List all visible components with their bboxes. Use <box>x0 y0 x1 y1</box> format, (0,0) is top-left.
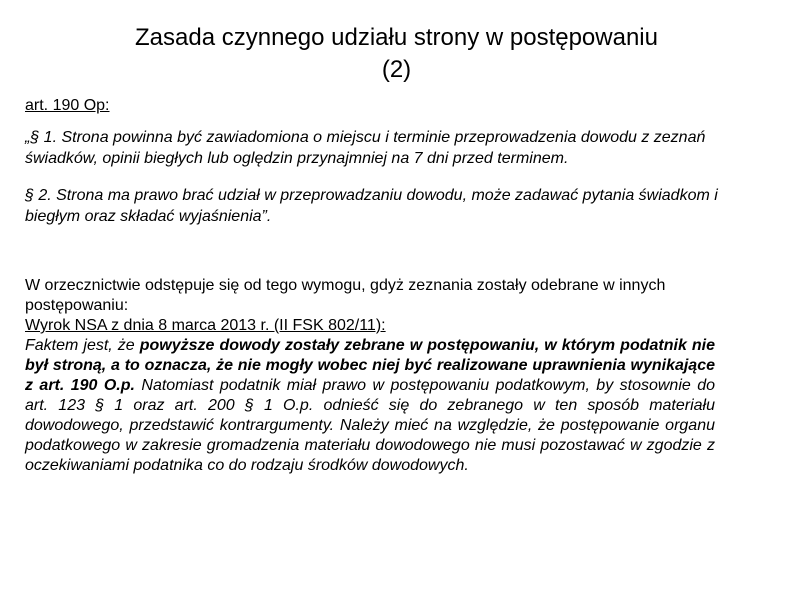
title-line-2: (2) <box>381 56 412 83</box>
article-paragraph-1: „§ 1. Strona powinna być zawiadomiona o miejscu i terminie przeprowadzenia dowodu z zeznań świadków, opinii biegłych lub oględzin przynajmniej na 7 dni przed terminem. <box>25 129 706 167</box>
title-line-1: Zasada czynnego udziału strony w postępowaniu <box>135 24 658 51</box>
slide-title <box>40 22 753 86</box>
case-law-intro: W orzecznictwie odstępuje się od tego wymogu, gdyż zeznania zostały odebrane w innych postępowaniu: <box>25 277 666 314</box>
case-law-block <box>25 276 715 476</box>
ruling-text <box>25 336 715 476</box>
article-paragraph-2: § 2. Strona ma prawo brać udział w przeprowadzaniu dowodu, może zadawać pytania świadkom i biegłym oraz składać wyjaśnienia”. <box>25 187 718 225</box>
ruling-text-part-2: Natomiast podatnik miał prawo w postępowaniu podatkowym, by stosownie do art. 123 § 1 oraz art. 200 § 1 O.p. odnieść się do zebranego w ten sposób materiału dowodowego, przedstawić kontrargumenty. Należy mieć na względzie, że postępowanie organu podatkowego w zakresie gromadzenia materiału dowodowego nie musi pozostawać w zgodzie z oczekiwaniami podatnika co do rodzaju środków dowodowych. <box>25 377 715 474</box>
ruling-text-part-1: Faktem jest, że <box>25 337 140 354</box>
ruling-reference: Wyrok NSA z dnia 8 marca 2013 r. (II FSK 802/11): <box>25 317 386 334</box>
article-reference: art. 190 Op: <box>25 97 110 114</box>
ruling-text-emphasis: powyższe dowody zostały zebrane w postępowaniu, w którym podatnik nie był stroną, a to oznacza, że nie mogły wobec niej być realizowane uprawnienia wynikające z art. 190 O.p. <box>25 337 716 394</box>
